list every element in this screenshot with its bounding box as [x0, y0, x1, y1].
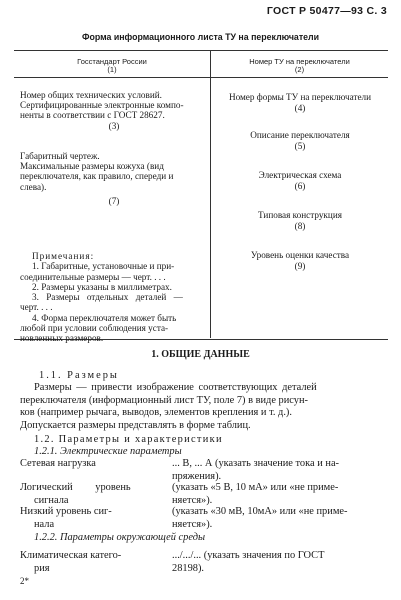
form-title: Форма информационного листа ТУ на переключатели [81, 32, 320, 42]
col2-number: (2) [294, 65, 305, 74]
param-name-climate: Климатическая катего- рия [20, 550, 122, 574]
section-title: 1. ОБЩИЕ ДАННЫЕ [151, 349, 250, 360]
subsection-1-2: 1.2. Параметры и характеристики [34, 434, 223, 445]
param-value-network-load: ... В, ... А (указать значение тока и на- пряжения). [172, 458, 340, 482]
field-6: Электрическая схема (6) [258, 170, 342, 191]
param-name-low-level: Низкий уровень сиг- нала [20, 506, 112, 530]
field-7: Габаритный чертеж. Максимальные размеры кожуха (вид переключателя, как правило, спереди и слева). (7) [20, 151, 174, 206]
param-value-climate: .../.../... (указать значения по ГОСТ 28198). [172, 550, 325, 574]
subsection-1-2-1: 1.2.1. Электрические параметры [34, 446, 182, 457]
param-name-network-load: Сетевая нагрузка [20, 458, 96, 469]
field-4: Номер формы ТУ на переключатели (4) [228, 92, 372, 113]
field-8: Типовая конструкция (8) [258, 210, 342, 231]
paragraph-1-1: Размеры — привести изображение соответствующих деталей переключателя (информационный лист ТУ, поле 7) в виде рисун- ков (например рычага, выводов, элементов крепления и т. д.). Допускается размеры представлять в форме таблиц. [20, 382, 317, 431]
subsection-1-1: 1.1. Размеры [39, 370, 119, 381]
page-header: ГОСТ Р 50477—93 С. 3 [266, 5, 387, 17]
param-value-low-level: (указать «30 мВ, 10мА» или «не приме- няется»). [172, 506, 348, 530]
param-value-logic-level: (указать «5 В, 10 мА» или «не приме- няется»). [172, 482, 339, 506]
field-5: Описание переключателя (5) [250, 130, 350, 151]
field-3: Номер общих технических условий. Сертифицированные электронные компо- ненты в соответствии с ГОСТ 28627. (3) [20, 90, 184, 131]
notes: Примечания: 1. Габаритные, установочные и при- соединительные размеры — черт. . . . 2. Размеры указаны в миллиметрах. 3. Размеры отдельных деталей — черт. . . . 4. Форма переключателя может быть любой при условии соблюдения уста- новленных размеров. [20, 251, 183, 344]
col1-number: (1) [107, 65, 117, 74]
col2-header [211, 58, 388, 74]
subsection-1-2-2: 1.2.2. Параметры окружающей среды [34, 532, 205, 543]
param-name-logic-level: Логический уровень сигнала [20, 482, 131, 506]
table-header-rule [14, 77, 388, 78]
page-footer-mark: 2* [20, 576, 29, 586]
table-divider [210, 50, 211, 338]
col1-header [14, 58, 210, 74]
field-9: Уровень оценки качества (9) [250, 250, 350, 271]
col1-title: Госстандарт России [77, 57, 147, 66]
col2-title: Номер ТУ на переключатели [249, 57, 350, 66]
